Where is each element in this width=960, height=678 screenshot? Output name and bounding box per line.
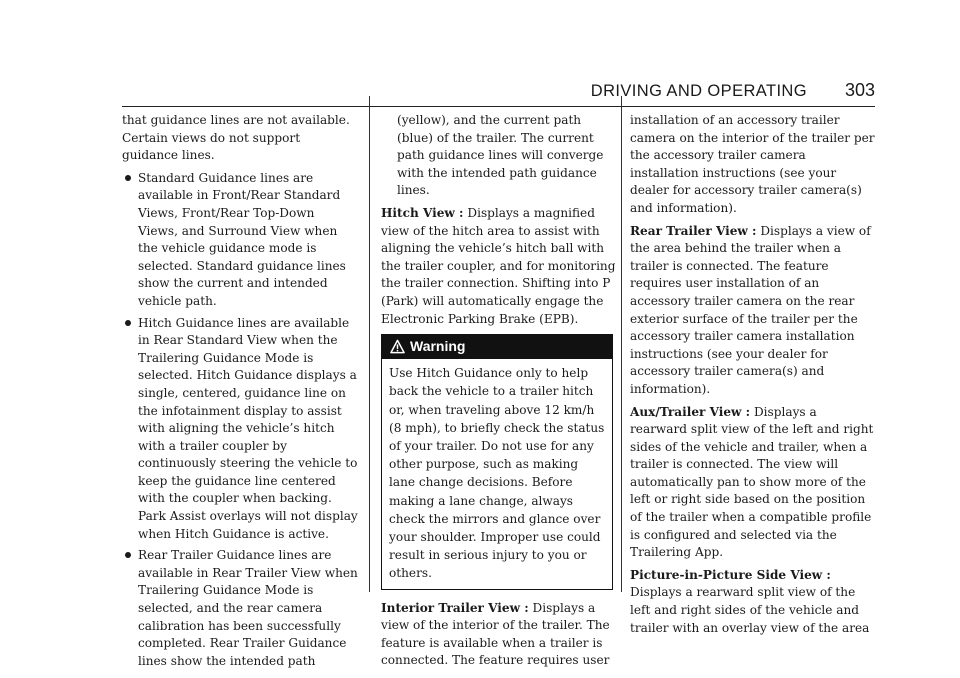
term-description: Displays a magnified view of the hitch area to assist with aligning the vehicle’s hitch ball with the trailer coupler, and for monitoring the trailer connection. Shifting into P (Park) will automatically engage the Electronic Parking Brake (EPB).: [381, 205, 616, 326]
warning-body: Use Hitch Guidance only to help back the vehicle to a trailer hitch or, when traveling above 12 km/h (8 mph), to briefly check the status of your trailer. Do not use for any other purpose, such as making lane change decisions. Before making a lane change, always check the mirrors and glance over your shoulder. Improper use could result in serious injury to you or others.: [389, 366, 605, 581]
warning-triangle-icon: [390, 339, 405, 354]
column-middle: [381, 112, 617, 675]
bullet-icon: [125, 320, 131, 326]
term-description: Displays a view of the interior of the trailer. The feature is available when a trailer is connected. The feature requires user: [381, 600, 610, 668]
continued-text: (yellow), and the current path (blue) of the trailer. The current path guidance lines will converge with the intended path guidance lines.: [397, 113, 604, 198]
term-label: Interior Trailer View :: [381, 600, 529, 615]
aux-trailer-view-paragraph: [630, 404, 875, 562]
bullet-icon: [125, 552, 131, 558]
list-item: [122, 547, 358, 670]
column-left: [122, 112, 358, 674]
term-label: Rear Trailer View :: [630, 223, 757, 238]
term-description: Displays a view of the area behind the trailer when a trailer is connected. The feature requires user installation of an accessory trailer camera on the rear exterior surface of the trailer per the accessory trailer camera installation instructions (see your dealer for accessory trailer camera(s) and information).: [630, 223, 871, 396]
term-description: Displays a rearward split view of the left and right sides of the vehicle and trailer with an overlay view of the area: [630, 585, 870, 635]
warning-header: [382, 335, 612, 359]
page-header: [122, 78, 875, 107]
interior-trailer-view-paragraph: [381, 600, 617, 670]
warning-title: Warning: [410, 338, 466, 355]
term-label: Picture-in-Picture Side View :: [630, 567, 831, 582]
term-label: Hitch View :: [381, 205, 464, 220]
column-divider: [369, 96, 370, 592]
column-right: [630, 112, 875, 642]
list-item: [122, 315, 358, 544]
continued-text: installation of an accessory trailer camera on the interior of the trailer per the accessory trailer camera installation instructions (see your dealer for accessory trailer camera(s) and information).: [630, 113, 875, 215]
intro-paragraph: that guidance lines are not available. Certain views do not support guidance lines.: [122, 113, 350, 163]
column-divider: [621, 96, 622, 592]
term-description: Displays a rearward split view of the left and right sides of the vehicle and trailer, when a trailer is connected. The view will automatically pan to show more of the left or right side based on the position of the trailer when a compatible profile is configured and selected via the Trailering App.: [630, 404, 874, 560]
hitch-view-paragraph: [381, 205, 617, 328]
bullet-icon: [125, 175, 131, 181]
list-item-text: Rear Trailer Guidance lines are available in Rear Trailer View when Trailering Guidance Mode is selected, and the rear camera calibration has been successfully completed. Rear Trailer Guidance lines show the intended path: [138, 548, 358, 668]
term-label: Aux/Trailer View :: [630, 404, 751, 419]
list-item-text: Hitch Guidance lines are available in Rear Standard View when the Trailering Guidance Mode is selected. Hitch Guidance displays a single, centered, guidance line on the infotainment display to assist with aligning the vehicle’s hitch with a trailer coupler by continuously steering the vehicle to keep the guidance line centered with the coupler when backing. Park Assist overlays will not display when Hitch Guidance is active.: [138, 315, 358, 541]
page-number: 303: [844, 80, 875, 100]
list-item: [122, 170, 358, 311]
section-title: DRIVING AND OPERATING: [590, 82, 807, 100]
warning-box: [381, 334, 613, 589]
list-item-text: Standard Guidance lines are available in Front/Rear Standard Views, Front/Rear Top-Down Views, and Surround View when the vehicle guidance mode is selected. Standard guidance lines show the current and intended vehicle path.: [138, 170, 346, 308]
rear-trailer-view-paragraph: [630, 223, 875, 399]
pip-side-view-paragraph: [630, 567, 875, 637]
